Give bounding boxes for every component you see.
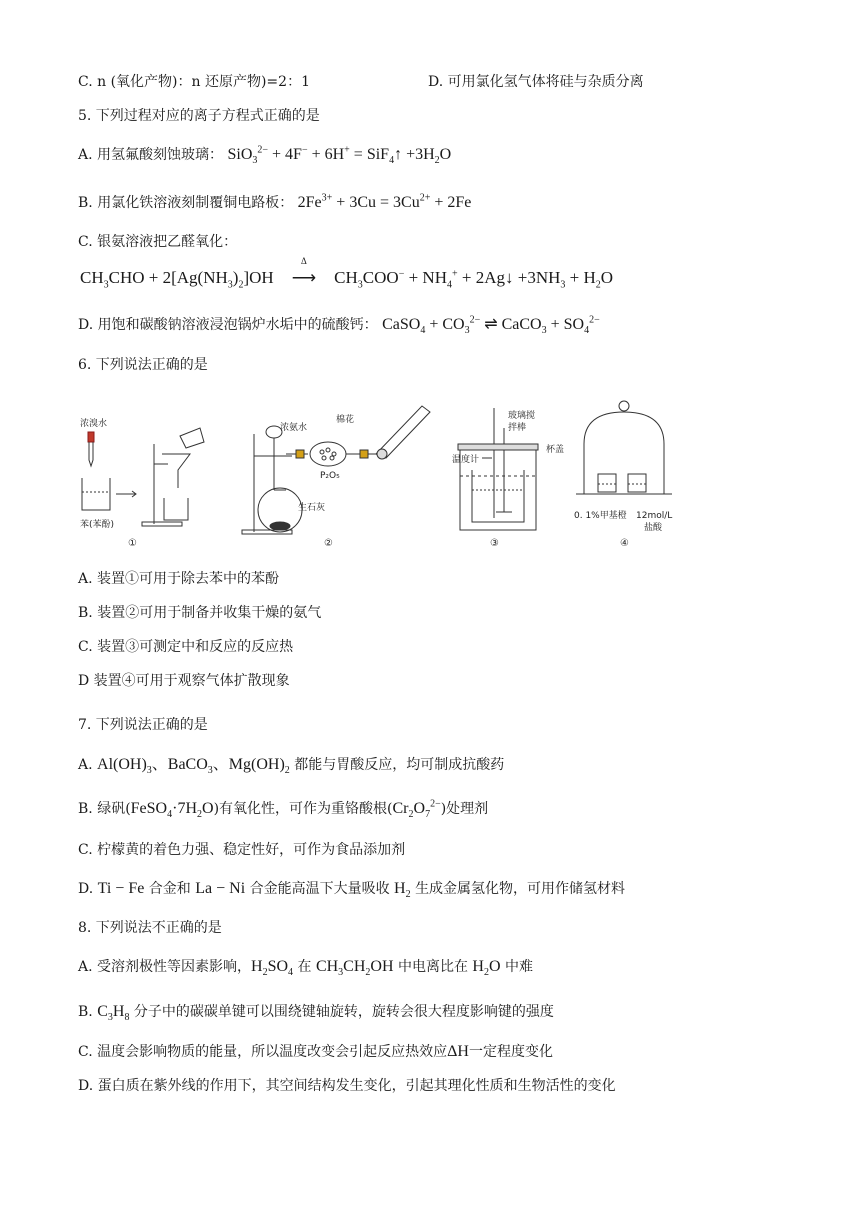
q5-option-b-equation: $2Fe^{3+} + 3Cu = 3Cu^{2+} + 2Fe$ [297,192,472,211]
q5-stem: 5. 下列过程对应的离子方程式正确的是 [78,108,320,124]
q5-option-d-label: D. 用饱和碳酸钠溶液浸泡锅炉水垢中的硫酸钙： [78,317,378,333]
label-conc-hcl: 12mol/L [636,511,673,521]
label-stirrer-2: 拌棒 [508,423,527,433]
label-hcl: 盐酸 [644,523,663,533]
q8-option-a-mid2: 中电离比在 [397,959,468,975]
q7-option-d-mid1: 合金和 [148,881,191,897]
q7-option-a [78,755,504,775]
q8-option-a-tail: 中难 [505,959,533,975]
apparatus-1 [80,417,204,549]
label-num-1: ① [128,538,137,549]
q6-option-b: B. 装置②可用于制备并收集干燥的氨气 [78,605,322,621]
label-cotton: 棉花 [336,415,355,425]
label-bromine-water: 浓溴水 [80,419,108,429]
q8-option-a-label: A. 受溶剂极性等因素影响， [78,959,252,975]
q5-option-b-label: B. 用氯化铁溶液刻制覆铜电路板： [78,195,294,211]
q7-option-b [78,799,488,819]
q4-option-c: C. n (氧化产物)：n 还原产物)=2：1 [78,74,310,90]
q5-option-c: C. 银氨溶液把乙醛氧化： [78,234,238,250]
q7-option-c: C. 柠檬黄的着色力强、稳定性好，可作为食品添加剂 [78,842,406,858]
q7-option-d [78,879,625,899]
q4-option-d: D. 可用氯化氢气体将硅与杂质分离 [428,74,644,90]
q5-option-d-equation: CaSO$_4$ + $CO_3^{2-}$ ⇌ CaCO$_3$ + $SO_4^{2-}$ [382,314,600,337]
q7-option-d-alloy-2: La − Ni [195,880,246,897]
q8-option-a [78,957,533,977]
q6-stem: 6. 下列说法正确的是 [78,357,208,373]
q5-option-c-equation: $CH_3CHO + 2[Ag(NH_3)_2]OH$ Δ ⟶ $CH_3COO^- + NH_4^+$ + 2Ag↓ $+3NH_3 + H_2O$ [80,256,614,291]
q5-option-a [78,145,451,165]
q7-option-b-label: B. 绿矾( [78,801,131,817]
q7-option-a-label: A. [78,757,93,773]
q7-option-a-text: 都能与胃酸反应，均可制成抗酸药 [294,757,505,773]
q7-option-d-mid2: 合金能高温下大量吸收 [249,881,390,897]
q7-option-d-h2: $H_2$ [394,880,411,901]
label-methyl-orange: 0. 1%甲基橙 [574,511,627,521]
q8-option-c-post: 一定程度变化 [468,1044,553,1060]
q7-option-b-mid: )有氧化性，可作为重铬酸根( [213,801,393,817]
q8-option-b-label: B. [78,1004,93,1020]
q8-option-a-ethanol: $CH_3CH_2OH$ [315,958,394,979]
label-quicklime: 生石灰 [298,503,326,513]
apparatus-2 [242,406,430,534]
q8-option-a-mid1: 在 [297,959,312,975]
q7-option-d-tail: 生成金属氢化物，可用作储氢材料 [415,881,626,897]
q8-option-b-tail: 分子中的碳碳单键可以围绕键轴旋转，旋转会很大程度影响键的强度 [133,1004,554,1020]
q8-option-c-delta-h: ΔH [447,1043,469,1060]
q6-option-d: D 装置④可用于观察气体扩散现象 [78,673,290,689]
apparatus-4 [574,401,672,549]
q5-option-d [78,315,600,335]
q7-option-b-tail: )处理剂 [440,801,489,817]
label-thermometer: 温度计 [452,455,480,465]
q8-option-b-c3h8: $C_3H_8$ [97,1003,130,1024]
q7-option-b-formula-2: $Cr_2O_7^{2-}$ [392,798,441,821]
q5-option-b [78,193,471,213]
q7-stem: 7. 下列说法正确的是 [78,717,208,733]
q6-option-c: C. 装置③可测定中和反应的反应热 [78,639,294,655]
label-stirrer-1: 玻璃搅 [508,411,536,421]
label-p2o5: P₂O₅ [320,471,340,481]
q8-stem: 8. 下列说法不正确的是 [78,920,222,936]
q6-option-a: A. 装置①可用于除去苯中的苯酚 [78,571,280,587]
label-benzene-phenol: 苯(苯酚) [80,520,115,530]
label-num-2: ② [324,538,333,549]
apparatus-3 [452,408,564,549]
q7-option-b-formula-1: $FeSO_4\cdot 7H_2O$ [130,800,214,821]
label-num-4: ④ [620,538,629,549]
q7-option-d-alloy-1: Ti − Fe [97,880,145,897]
q8-option-a-water: $H_2O$ [472,958,501,979]
q8-option-c-pre: C. 温度会影响物质的能量，所以温度改变会引起反应热效应 [78,1044,448,1060]
q8-option-d: D. 蛋白质在紫外线的作用下，其空间结构发生变化，引起其理化性质和生物活性的变化 [78,1078,616,1094]
q5-option-a-equation: SiO$_3^{2-}$ + 4F− + 6H+ = SiF$_4$↑ $+3H_2O$ [227,144,452,167]
q6-apparatus-figure [76,394,696,554]
label-num-3: ③ [490,538,499,549]
label-conc-ammonia: 浓氨水 [280,423,308,433]
q8-option-c [78,1042,553,1062]
q8-option-b [78,1002,554,1022]
q7-option-a-formulas: $Al(OH)_3$、BaCO$_3$、$Mg(OH)_2$ [97,756,290,777]
label-lid: 杯盖 [546,445,565,455]
q5-option-a-label: A. 用氢氟酸刻蚀玻璃： [78,147,224,163]
q8-option-a-h2so4: $H_2SO_4$ [251,958,294,979]
q7-option-d-label: D. [78,881,94,897]
